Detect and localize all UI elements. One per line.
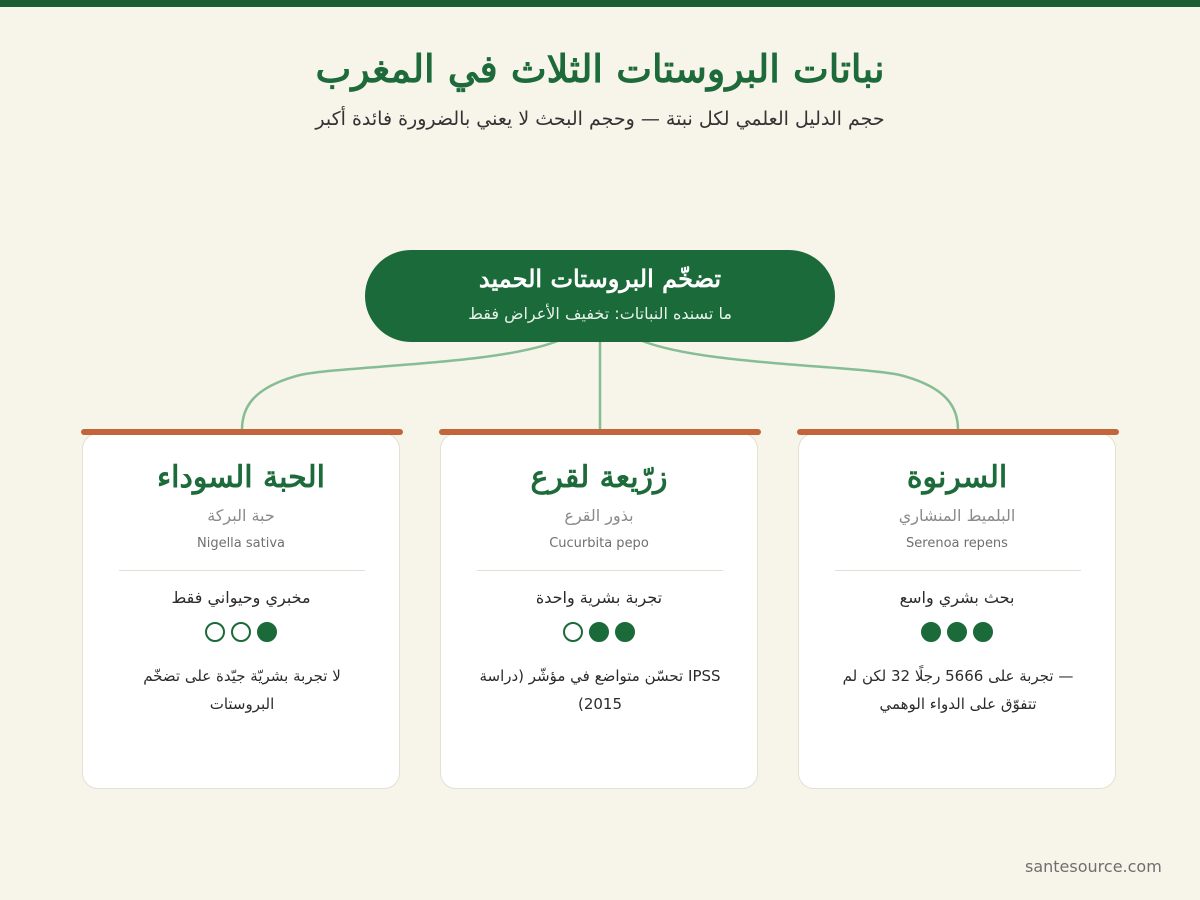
- evidence-dot-empty: [205, 622, 225, 642]
- evidence-dots: [799, 622, 1115, 642]
- card-title: السرنوة: [906, 460, 1008, 495]
- plant-card-pumpkin-seed: [440, 433, 758, 789]
- card-latin-name: Cucurbita pepo: [549, 536, 649, 551]
- evidence-dots: [83, 622, 399, 642]
- plant-card-black-seed: [82, 433, 400, 789]
- evidence-dots: [441, 622, 757, 642]
- root-node-bph: [365, 250, 835, 342]
- card-latin-name: Nigella sativa: [196, 536, 286, 551]
- evidence-dot-filled: [973, 622, 993, 642]
- plant-card-saw-palmetto: [798, 433, 1116, 789]
- card-alt-name: بذور القرع: [564, 506, 634, 525]
- root-node-subtitle: ما تسنده النباتات: تخفيف الأعراض فقط: [468, 304, 732, 323]
- card-alt-name: البلميط المنشاري: [898, 506, 1016, 525]
- card-accent-bar: [439, 429, 761, 435]
- card-divider: [119, 570, 365, 571]
- card-description: IPSS تحسّن متواضع في مؤشّر (دراسة 2015): [479, 667, 721, 713]
- evidence-label: بحث بشري واسع: [899, 588, 1015, 607]
- card-description: لا تجربة بشريّة جيّدة على تضخّم البروستات: [143, 667, 341, 713]
- evidence-dot-filled: [947, 622, 967, 642]
- card-divider: [477, 570, 723, 571]
- page-subtitle: حجم الدليل العلمي لكل نبتة — وحجم البحث لا يعني بالضرورة فائدة أكبر: [315, 108, 885, 130]
- connector-right: [640, 340, 958, 430]
- connector-left: [242, 340, 560, 430]
- evidence-dot-empty: [563, 622, 583, 642]
- evidence-dot-filled: [615, 622, 635, 642]
- evidence-dot-filled: [589, 622, 609, 642]
- card-description: — تجربة على 5666 رجلًا 32 لكن لم تتفوّق على الدواء الوهمي: [842, 667, 1074, 713]
- card-alt-name: حبة البركة: [207, 506, 275, 525]
- card-title: زرّيعة لقرع: [530, 460, 668, 495]
- evidence-dot-empty: [231, 622, 251, 642]
- card-latin-name: Serenoa repens: [906, 536, 1008, 551]
- evidence-label: تجربة بشرية واحدة: [535, 588, 663, 607]
- evidence-dot-filled: [921, 622, 941, 642]
- evidence-label: مخبري وحيواني فقط: [171, 588, 311, 607]
- card-divider: [835, 570, 1081, 571]
- card-accent-bar: [81, 429, 403, 435]
- footer-site-link[interactable]: santesource.com: [1025, 857, 1162, 876]
- page-title: نباتات البروستات الثلاث في المغرب: [315, 46, 885, 91]
- card-accent-bar: [797, 429, 1119, 435]
- root-node-title: تضخّم البروستات الحميد: [478, 264, 722, 293]
- evidence-dot-filled: [257, 622, 277, 642]
- card-title: الحبة السوداء: [157, 460, 325, 495]
